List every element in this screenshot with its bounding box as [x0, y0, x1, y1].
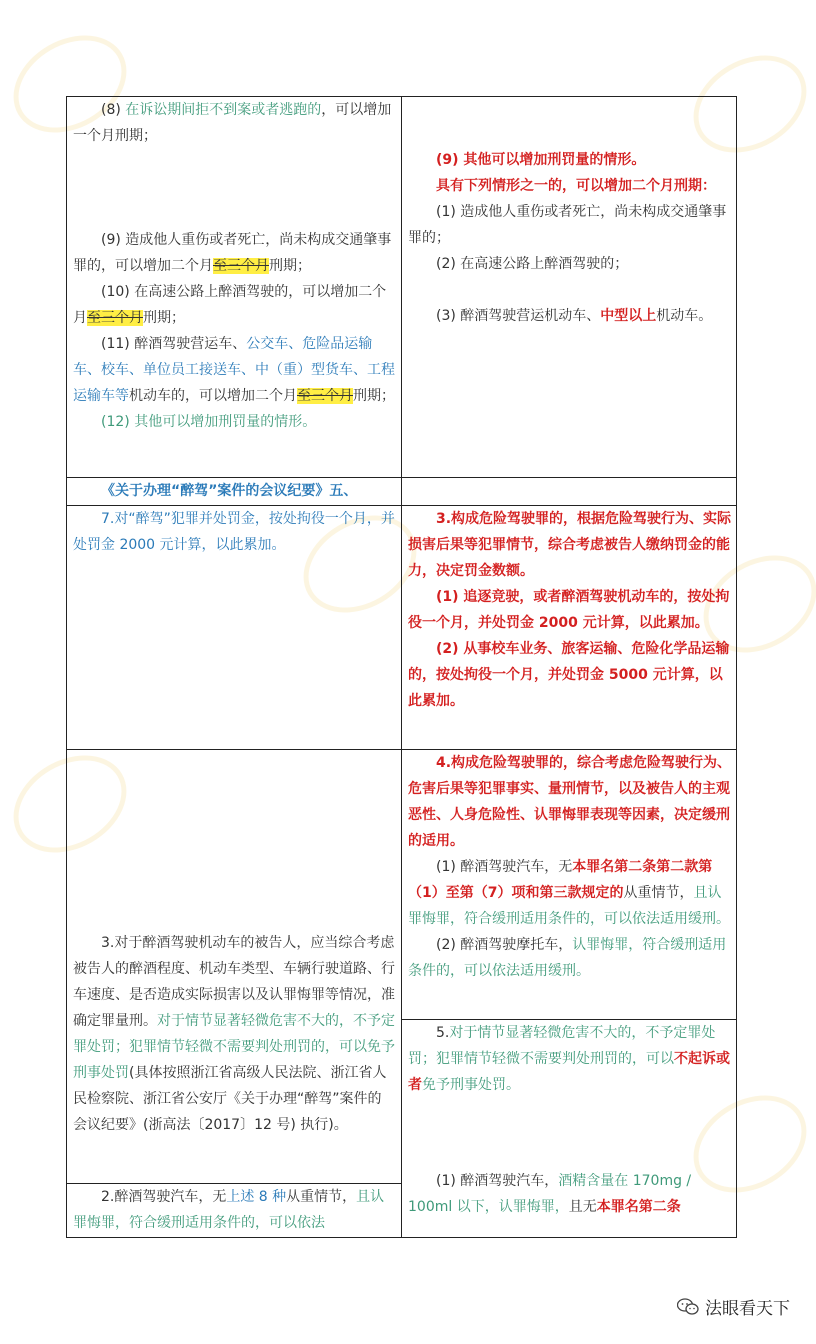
cell-old-probation [67, 1184, 401, 1238]
fine-rule-3: 3.构成危险驾驶罪的，根据危险驾驶行为、实际损害后果等犯罪情节，综合考虑被告人缴纳罚金的能力，决定罚金数额。 [408, 511, 732, 579]
cell-new-exemption [402, 1020, 738, 1238]
cell-old-sentencing [67, 750, 401, 1183]
fine-rule-old: 7.对“醉驾”犯罪并处罚金，按处拘役一个月，并处罚金 2000 元计算，以此累加。 [73, 511, 395, 553]
clause-9: (9) 造成他人重伤或者死亡，尚未构成交通肇事罪的，可以增加二个月至三个月刑期； [73, 232, 392, 274]
probation-rule-4: 4.构成危险驾驶罪的，综合考虑危险驾驶行为、危害后果等犯罪事实、量刑情节，以及被告人的主观恶性、人身危险性、认罪悔罪表现等因素，决定缓刑的适用。 [408, 755, 732, 849]
cell-new-fine [402, 506, 738, 749]
reference-title: 《关于办理“醉驾”案件的会议纪要》五、 [101, 483, 358, 499]
comparison-table [66, 96, 737, 1238]
probation-rule-4-2: (2) 醉酒驾驶摩托车，认罪悔罪，符合缓刑适用条件的，可以依法适用缓刑。 [408, 937, 727, 979]
heading-9: (9) 其他可以增加刑罚量的情形。 [436, 152, 646, 168]
source-footer [677, 1294, 790, 1319]
cell-reference-title [67, 478, 401, 505]
cell-old-fine [67, 506, 401, 749]
wechat-icon [677, 1298, 699, 1316]
cell-empty [402, 478, 738, 505]
alcohol-limit-rule: (1) 醉酒驾驶汽车，酒精含量在 170mg / 100ml 以下，认罪悔罪，且无本罪名第二条 [408, 1173, 692, 1215]
cell-new-aggravating [402, 97, 738, 477]
cell-old-aggravating [67, 97, 401, 477]
account-name: 法眼看天下 [705, 1299, 790, 1319]
cell-new-probation [402, 750, 738, 1019]
sentencing-rule-3: 3.对于醉酒驾驶机动车的被告人，应当综合考虑被告人的醉酒程度、机动车类型、车辆行驶道路、行车速度、是否造成实际损害以及认罪悔罪等情况，准确定罪量刑。对于情节显著轻微危害不大的，不予定罪处罚；犯罪情节轻微不需要判处刑罚的，可以免予刑事处罚(具体按照浙江省高级人民法院、浙江省人民检察院、浙江省公安厅《关于办理“醉驾”案件的会议纪要》(浙高法〔2017〕12 号) 执行)。 [73, 935, 395, 1133]
fine-rule-3-2: (2) 从事校车业务、旅客运输、危险化学品运输的，按处拘役一个月，并处罚金 5000 元计算，以此累加。 [408, 641, 730, 709]
clause-11: (11) 醉酒驾驶营运车、公交车、危险品运输车、校车、单位员工接送车、中（重）型货车、工程运输车等机动车的，可以增加二个月至三个月刑期； [73, 336, 395, 404]
item-3: (3) 醉酒驾驶营运机动车、中型以上机动车。 [436, 308, 713, 324]
exemption-rule-5: 5.对于情节显著轻微危害不大的，不予定罪处罚；犯罪情节轻微不需要判处刑罚的，可以不起诉或者免予刑事处罚。 [408, 1025, 730, 1093]
probation-rule-4-1: (1) 醉酒驾驶汽车，无本罪名第二条第二款第（1）至第（7）项和第三款规定的从重情节，且认罪悔罪，符合缓刑适用条件的，可以依法适用缓刑。 [408, 859, 730, 927]
clause-8: (8) 在诉讼期间拒不到案或者逃跑的，可以增加一个月刑期； [73, 102, 392, 144]
fine-rule-3-1: (1) 追逐竞驶，或者醉酒驾驶机动车的，按处拘役一个月，并处罚金 2000 元计算，以此累加。 [408, 589, 730, 631]
item-2: (2) 在高速公路上醉酒驾驶的； [436, 256, 629, 272]
probation-rule-2: 2.醉酒驾驶汽车，无上述 8 种从重情节，且认罪悔罪，符合缓刑适用条件的，可以依法 [73, 1189, 385, 1231]
item-1: (1) 造成他人重伤或者死亡，尚未构成交通肇事罪的； [408, 204, 727, 246]
clause-10: (10) 在高速公路上醉酒驾驶的，可以增加二个月至三个月刑期； [73, 284, 387, 326]
clause-12: (12) 其他可以增加刑罚量的情形。 [101, 414, 317, 430]
intro-text: 具有下列情形之一的，可以增加二个月刑期： [436, 178, 716, 194]
